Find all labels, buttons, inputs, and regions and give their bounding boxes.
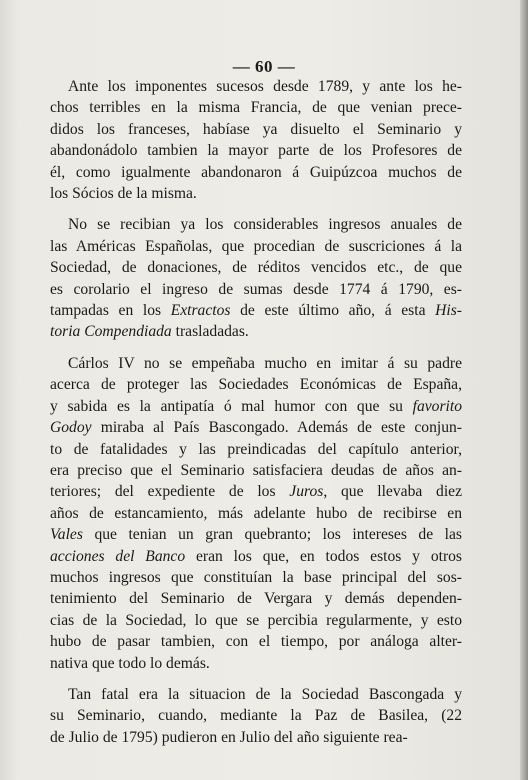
text-segment: trasladadas. (171, 323, 249, 341)
text-line: cias de la Sociedad, lo que se percibia regularmente, y esto (50, 611, 462, 629)
text-line: los Sócios de la misma. (50, 185, 197, 203)
italic-term: His- (435, 302, 462, 320)
text-line: muchos ingresos que constituían la base principal del sos- (50, 568, 462, 586)
italic-term: Extractos (170, 302, 231, 320)
text-line: las Américas Españolas, que procedian de suscriciones á la (50, 237, 462, 255)
italic-term: Vales (50, 526, 83, 544)
text-line (50, 321, 462, 342)
page-number-header: — 60 — (232, 57, 296, 76)
text-line: de Julio de 1795) pudieron en Julio del año siguiente rea- (50, 728, 408, 746)
italic-term: favorito (412, 397, 462, 415)
text-segment: y sabida es la antipatía ó mal humor con que su (50, 397, 413, 415)
text-line (50, 481, 462, 502)
text-line: abandonádolo tambien la mayor parte de los Profesores de (50, 142, 462, 160)
paragraph (50, 353, 462, 674)
text-line (50, 300, 462, 321)
text-line (50, 396, 462, 417)
page-edge (520, 0, 528, 780)
text-line: Cárlos IV no se empeñaba mucho en imitar á su padre (68, 354, 462, 372)
text-line: hubo de pasar tambien, con el tiempo, por análoga alter- (50, 633, 462, 651)
italic-term: Juros (289, 483, 324, 501)
text-line: No se recibian ya los considerables ingresos anuales de (68, 216, 462, 234)
text-line (50, 524, 462, 545)
text-line: es corolario el ingreso de sumas desde 1774 á 1790, es- (50, 280, 462, 298)
text-line: didos los franceses, habíase ya disuelto el Seminario y (50, 120, 462, 138)
text-segment: eran los que, en todos estos y otros (185, 547, 463, 565)
text-line: chos terribles en la misma Francia, de que venian prece- (50, 99, 462, 117)
italic-term: toria Compendiada (50, 323, 172, 341)
text-line: acerca de proteger las Sociedades Económicas de España, (50, 376, 462, 394)
text-line: su Seminario, cuando, mediante la Paz de Basilea, (22 (50, 707, 462, 725)
paragraph (50, 684, 462, 748)
italic-term: acciones del Banco (50, 547, 186, 565)
text-line (50, 417, 462, 438)
text-segment: , que llevaba diez (323, 483, 462, 501)
text-segment: tampadas en los (50, 302, 171, 320)
italic-term: Godoy (50, 419, 92, 437)
text-segment: miraba al País Bascongado. Además de este conjun- (91, 419, 462, 437)
text-line: tenimiento del Seminario de Vergara y demás dependen- (50, 590, 462, 608)
text-segment: de este último año, á esta (230, 302, 436, 320)
text-line: él, como igualmente abandonaron á Guipúzcoa muchos de (50, 163, 462, 181)
text-segment: que tenian un gran quebranto; los intereses de las (82, 526, 462, 544)
text-line: Ante los imponentes sucesos desde 1789, y ante los he- (68, 78, 462, 95)
body-text (50, 76, 462, 748)
text-line: nativa que todo lo demás. (50, 654, 210, 672)
text-line: Sociedad, de donaciones, de réditos vencidos etc., de que (50, 259, 462, 277)
text-line: años de estancamiento, más adelante hubo de recibirse en (50, 504, 462, 522)
paragraph (50, 76, 462, 204)
text-line: era preciso que el Seminario satisfaciera deudas de años an- (50, 461, 462, 479)
text-line: Tan fatal era la situacion de la Sociedad Bascongada y (68, 685, 462, 703)
text-line: to de fatalidades y las preindicadas del capítulo anterior, (50, 440, 462, 458)
paragraph (50, 214, 462, 342)
text-segment: teriores; del expediente de los (50, 483, 290, 501)
text-line (50, 546, 462, 567)
